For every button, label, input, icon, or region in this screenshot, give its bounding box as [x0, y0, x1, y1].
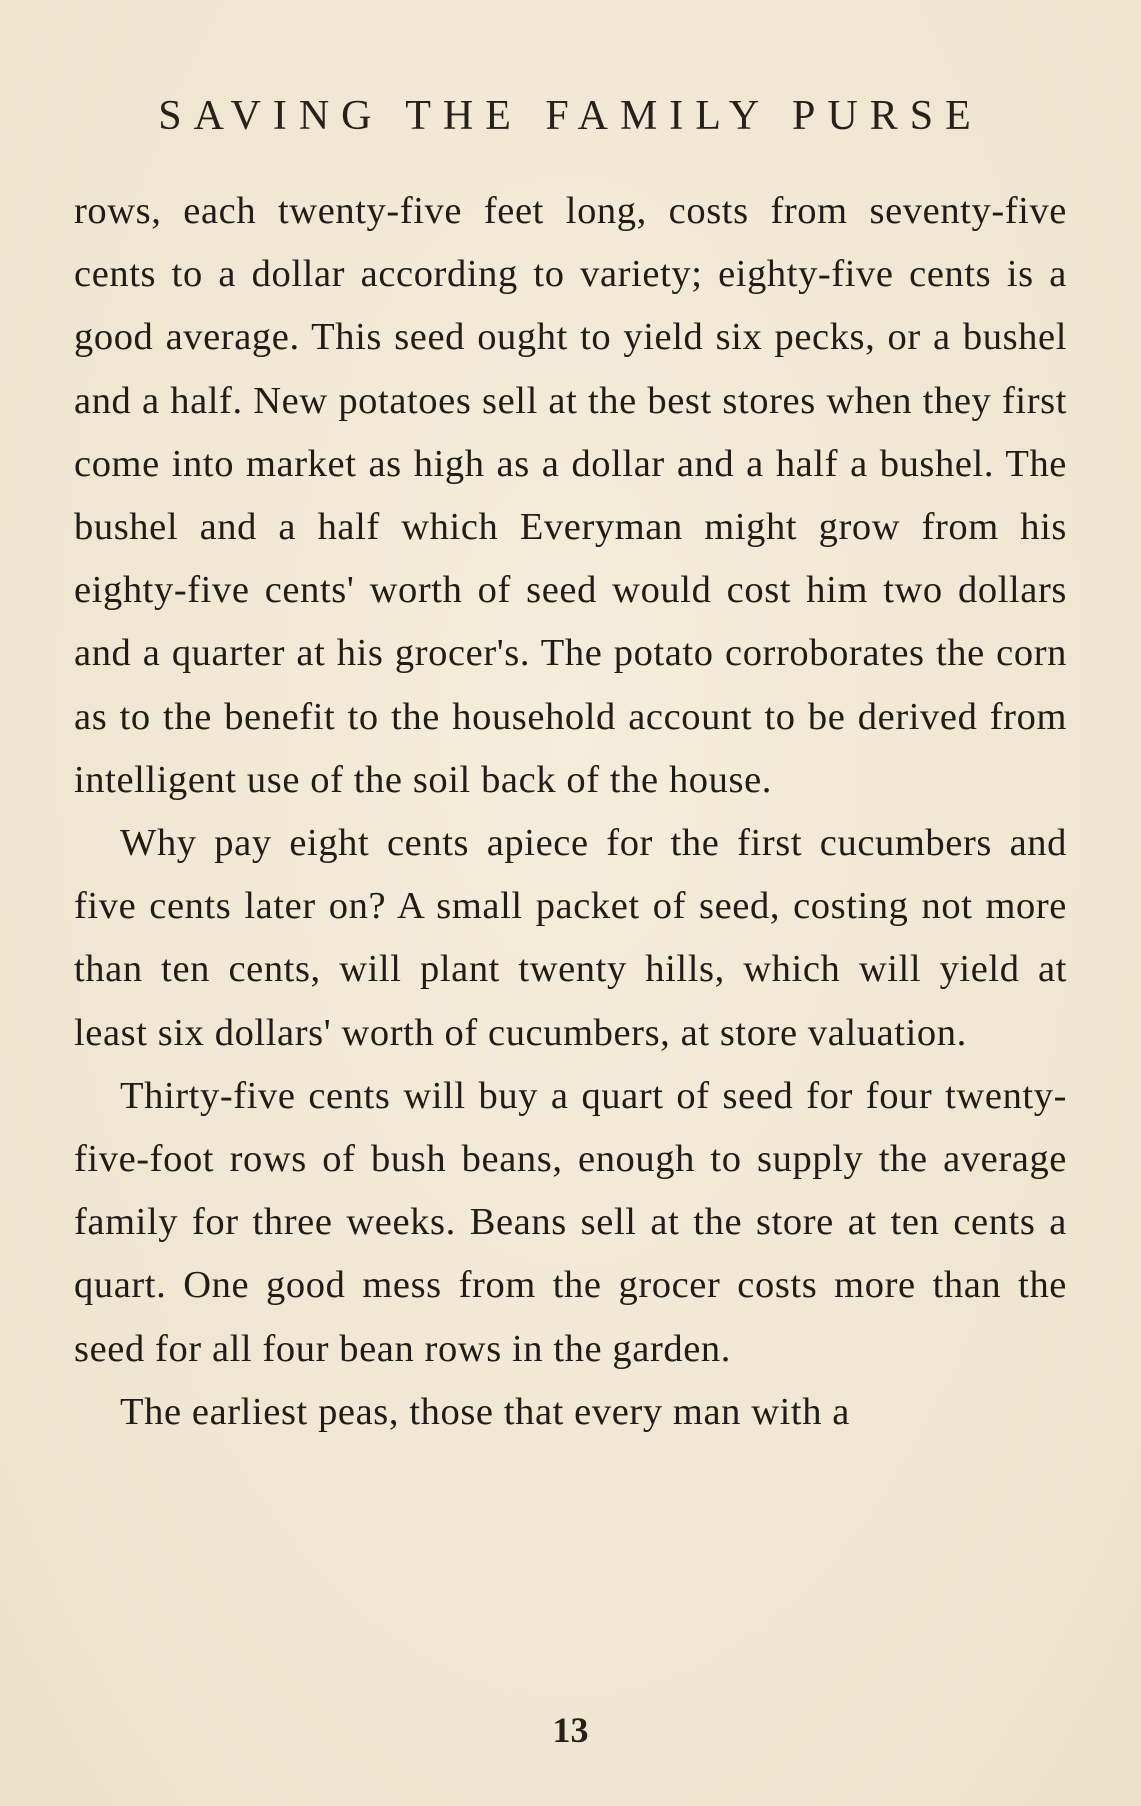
- paragraph-cucumbers: Why pay eight cents apiece for the first cucumbers and five cents later on? A small packet of seed, costing not more than ten cents, will plant twenty hills, which will yield at least six dollars' worth of cucumbers, at store valuation.: [74, 822, 1067, 1054]
- paragraph-continued: rows, each twenty-five feet long, costs from seventy-five cents to a dollar according to variety; eighty-five cents is a good average. This seed ought to yield six pecks, or a bushel and a half. New potatoes sell at the best stores when they first come into market as high as a dollar and a half a bushel. The bushel and a half which Everyman might grow from his eighty-five cents' worth of seed would cost him two dollars and a quarter at his grocer's. The potato corroborates the corn as to the benefit to the household account to be derived from intelligent use of the soil back of the house.: [74, 190, 1067, 801]
- paragraph-beans: Thirty-five cents will buy a quart of seed for four twenty-five-foot rows of bush beans, enough to supply the average family for three weeks. Beans sell at the store at ten cents a quart. One good mess from the grocer costs more than the seed for all four bean rows in the garden.: [74, 1074, 1067, 1370]
- running-head: SAVING THE FAMILY PURSE: [158, 93, 983, 139]
- body-text: [74, 180, 1067, 1444]
- paragraph-peas: The earliest peas, those that every man with a: [120, 1390, 850, 1433]
- page-number: 13: [552, 1710, 589, 1750]
